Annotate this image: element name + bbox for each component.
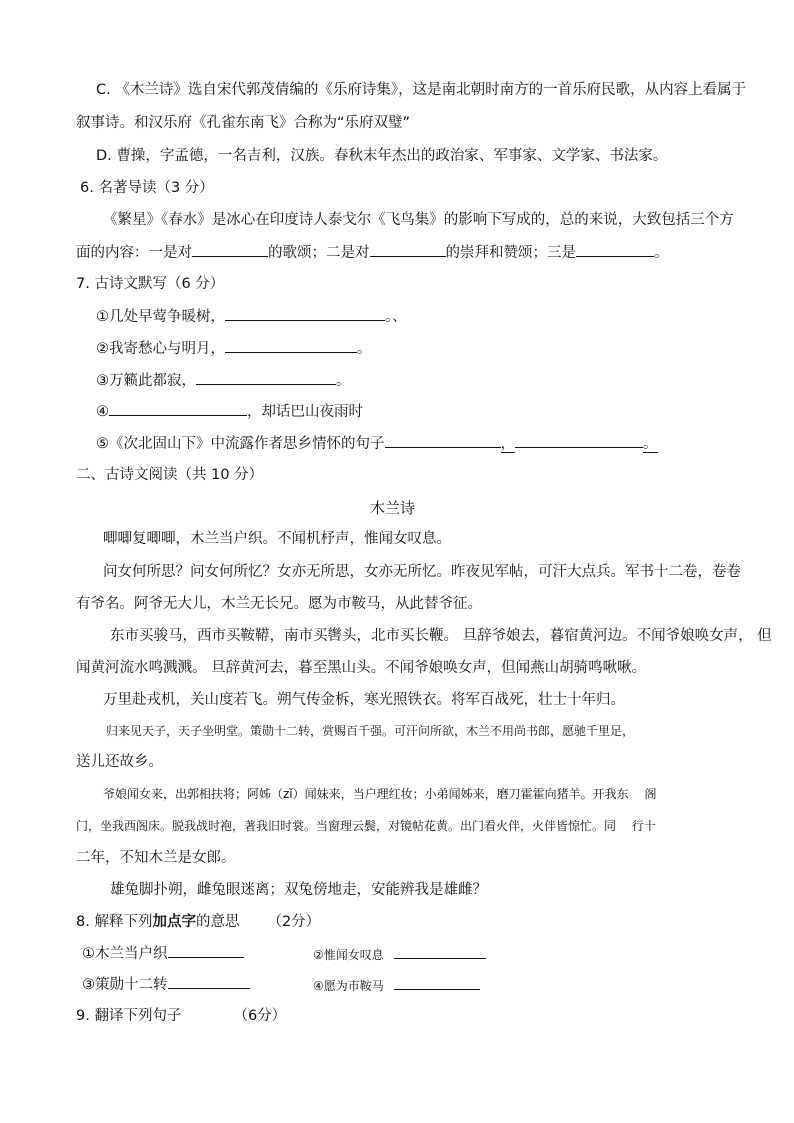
blank-3[interactable] xyxy=(576,242,654,257)
q7-blank-4[interactable] xyxy=(109,401,247,416)
poem-p6-line3: 二年，不知木兰是女郎。 xyxy=(76,850,236,866)
q7-item-1 xyxy=(96,306,407,327)
q8-item-3-text: ③策勋十二转 xyxy=(82,977,168,993)
q7-item-1-text: ①几处早莺争暖树， xyxy=(96,309,225,325)
poem-p5-line1: 归来见天子，天子坐明堂。策勋十二转，赏赐百千强。可汗问所欲，木兰不用尚书郎，愿驰千里足， xyxy=(106,724,635,738)
q8-item-1-text: ①木兰当户织 xyxy=(82,946,168,962)
q7-heading: 7. 古诗文默写（6 分） xyxy=(76,276,225,292)
blank-2[interactable] xyxy=(370,242,446,257)
q6-text-d: 。 xyxy=(654,245,669,261)
q7-item-5-end: 。 xyxy=(643,436,658,452)
poem-p6-line2: 门，坐我西阁床。脱我战时袍，著我旧时裳。当窗理云鬓，对镜帖花黄。出门看火伴，火伴皆惊忙。同 行十 xyxy=(76,819,656,833)
q7-item-1-end: 。、 xyxy=(385,309,407,325)
q8-heading-a: 8. 解释下列 xyxy=(76,914,153,930)
q8-heading xyxy=(76,912,320,932)
q6-text-b: 的歌颂；二是对 xyxy=(268,245,370,261)
q7-item-4 xyxy=(96,401,363,422)
q7-blank-5a[interactable] xyxy=(385,433,501,448)
q7-item-5 xyxy=(96,433,658,454)
poem-p5-line2: 送儿还故乡。 xyxy=(76,754,163,770)
q7-item-3-end: 。 xyxy=(336,373,351,389)
q8-score: （2分） xyxy=(267,914,321,930)
q8-blank-2[interactable] xyxy=(394,944,486,959)
q8-blank-1[interactable] xyxy=(168,943,244,958)
q7-item-5-text: ⑤《次北固山下》中流露作者思乡情怀的句子 xyxy=(96,436,385,452)
q7-item-2-text: ②我寄愁心与明月， xyxy=(96,341,225,357)
poem-p1: 唧唧复唧唧，木兰当户织。不闻机杼声，惟闻女叹息。 xyxy=(103,531,451,547)
poem-p6-line1: 爷娘闻女来，出郭相扶将；阿姊（zǐ）闻妹来，当户理红妆；小弟闻姊来，磨刀霍霍向猪羊。开我东 阁 xyxy=(103,787,657,801)
option-d-line: D. 曹操，字孟德，一名吉利，汉族。春秋末年杰出的政治家、军事家、文学家、书法家。 xyxy=(96,148,668,164)
poem-p3-line2: 闻黄河流水鸣溅溅。 旦辞黄河去，暮至黑山头。不闻爷娘唤女声，但闻燕山胡骑鸣啾啾。 xyxy=(76,660,647,676)
q8-item-2-text: ②惟闻女叹息 xyxy=(313,948,384,962)
q8-item-4-text: ④愿为市鞍马 xyxy=(313,979,384,993)
q7-blank-3[interactable] xyxy=(196,370,336,385)
option-c-line2: 叙事诗。和汉乐府《孔雀东南飞》合称为“乐府双璧” xyxy=(76,115,411,131)
q6-text-a: 面的内容：一是对 xyxy=(76,245,192,261)
poem-p4: 万里赴戎机，关山度若飞。朔气传金柝，寒光照铁衣。将军百战死，壮士十年归。 xyxy=(103,692,625,708)
poem-p7: 雄兔脚扑朔，雌兔眼迷离；双兔傍地走，安能辨我是雄雌？ xyxy=(110,882,487,898)
option-c-line1: C. 《木兰诗》选自宋代郭茂倩编的《乐府诗集》，这是南北朝时南方的一首乐府民歌，从内容上看属于 xyxy=(96,82,747,98)
poem-p3-line1: 东市买骏马，西市买鞍鞯，南市买辔头，北市买长鞭。 旦辞爷娘去，暮宿黄河边。不闻爷娘唤女声， 但 xyxy=(110,628,772,644)
q7-item-3 xyxy=(96,370,351,391)
q8-heading-c: 的意思 xyxy=(195,914,240,930)
q8-item-4 xyxy=(313,975,480,996)
q8-item-3 xyxy=(82,974,250,995)
q7-item-4-end: ，却话巴山夜雨时 xyxy=(247,404,363,420)
poem-p2-line2: 有爷名。阿爷无大儿，木兰无长兄。愿为市鞍马，从此替爷征。 xyxy=(76,596,482,612)
q7-item-5-mid: ， xyxy=(500,436,515,452)
q7-blank-2[interactable] xyxy=(225,338,357,353)
q7-blank-5b[interactable] xyxy=(515,433,643,448)
poem-title: 木兰诗 xyxy=(370,499,416,517)
q8-blank-4[interactable] xyxy=(394,975,480,990)
section-2-heading: 二、古诗文阅读（共 10 分） xyxy=(76,467,264,483)
q8-item-2 xyxy=(313,944,486,965)
q8-item-1 xyxy=(82,943,244,964)
q9-heading xyxy=(76,1006,286,1026)
q7-item-4-text: ④ xyxy=(96,404,109,420)
q9-heading-text: 9. 翻译下列句子 xyxy=(76,1008,182,1024)
q8-blank-3[interactable] xyxy=(168,974,250,989)
q7-item-2 xyxy=(96,338,372,359)
blank-1[interactable] xyxy=(192,242,268,257)
q7-item-3-text: ③万籁此都寂， xyxy=(96,373,196,389)
q6-heading: 6. 名著导读（3 分） xyxy=(80,180,214,196)
q7-item-2-end: 。 xyxy=(357,341,372,357)
poem-p2-line1: 问女何所思？问女何所忆？女亦无所思，女亦无所忆。昨夜见军帖，可汗大点兵。军书十二卷，卷卷 xyxy=(103,564,741,580)
q7-blank-1[interactable] xyxy=(225,306,385,321)
q8-heading-bold: 加点字 xyxy=(152,914,196,930)
q6-line1: 《繁星》《春水》是冰心在印度诗人泰戈尔《飞鸟集》的影响下写成的，总的来说，大致包括三个方 xyxy=(103,212,734,228)
q9-score: （6分） xyxy=(233,1008,287,1024)
q6-text-c: 的崇拜和赞颂；三是 xyxy=(445,245,576,261)
q6-line2 xyxy=(76,242,669,263)
